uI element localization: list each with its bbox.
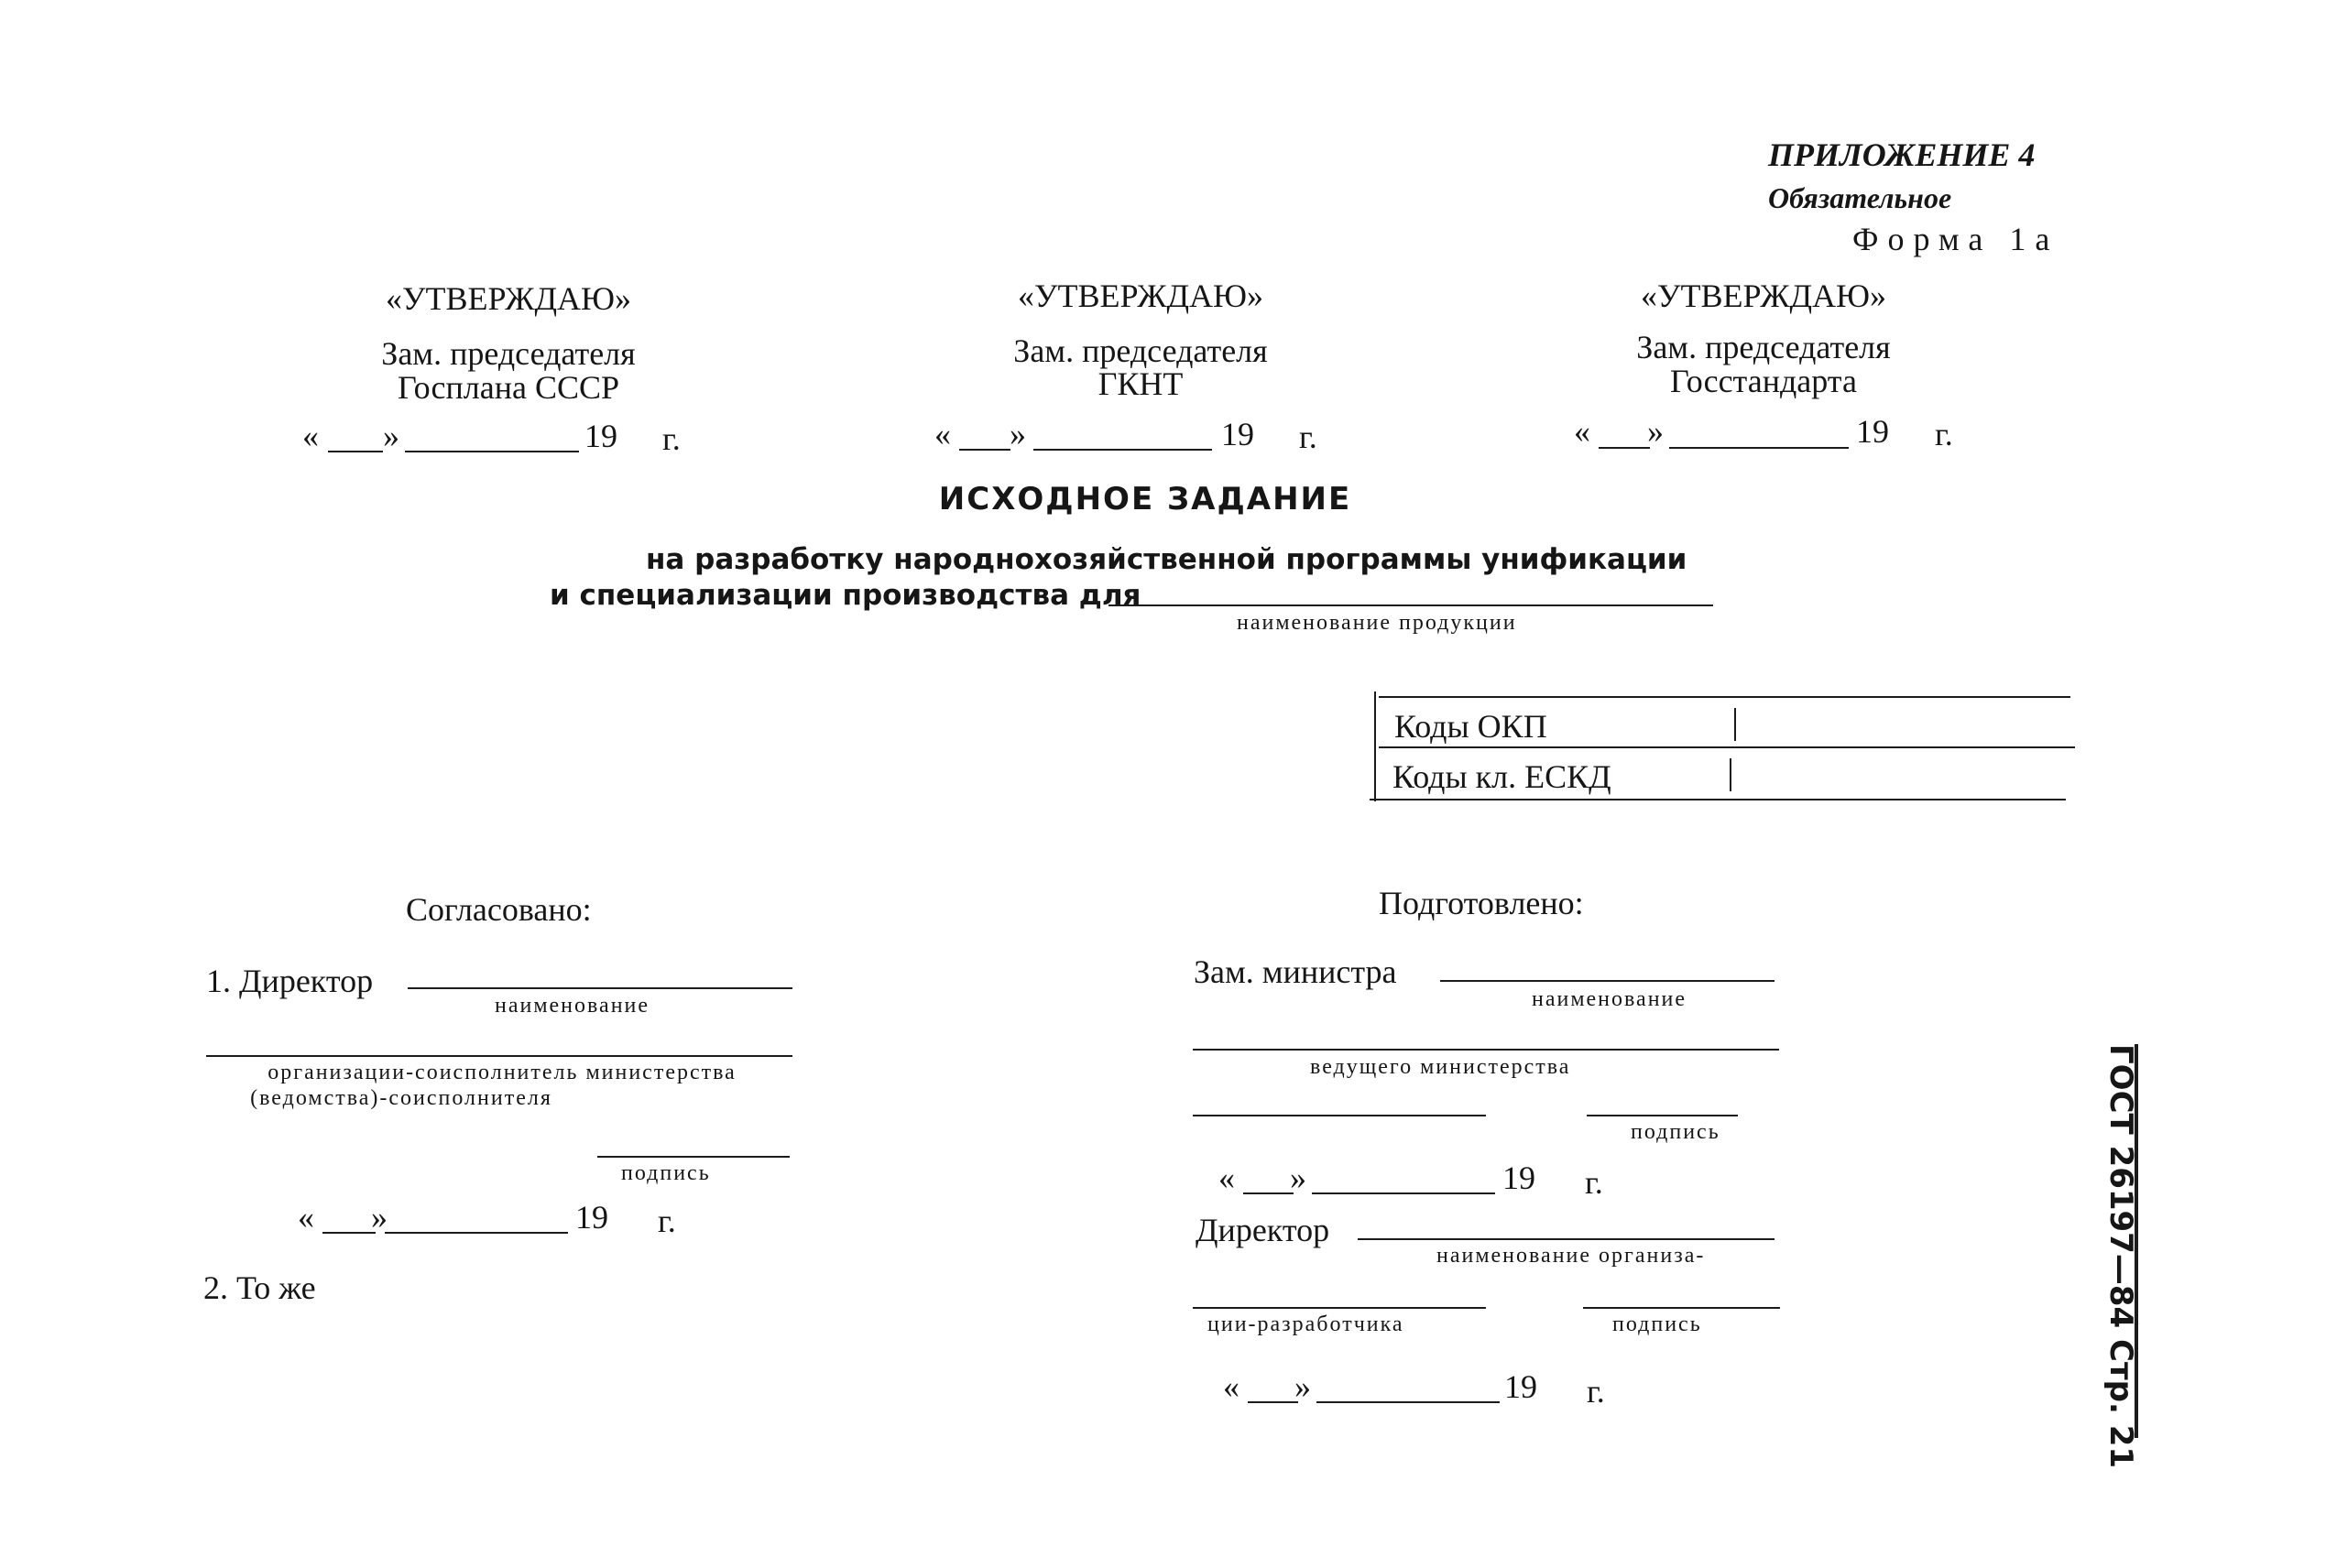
month-blank (1033, 449, 1212, 451)
year-prefix: 19 (575, 1199, 608, 1236)
year-suffix: г. (658, 1203, 676, 1239)
day-blank (1599, 447, 1650, 449)
year-prefix: 19 (584, 418, 617, 454)
date-open-quote: « (1223, 1368, 1239, 1405)
developer-org-blank (1358, 1238, 1775, 1240)
month-blank (1312, 1192, 1495, 1194)
year-suffix: г. (1587, 1373, 1605, 1410)
date-open-quote: « (1218, 1160, 1235, 1196)
approve-label: «УТВЕРЖДАЮ» (385, 280, 632, 317)
date-open-quote: « (302, 418, 319, 454)
year-suffix: г. (1585, 1164, 1603, 1201)
day-blank (959, 449, 1010, 451)
director-label: Директор (1196, 1212, 1330, 1248)
approver-role: Зам. председателя (1636, 329, 1891, 365)
table-column-divider (1734, 708, 1736, 741)
date-close-quote: » (371, 1199, 388, 1236)
table-left-border (1374, 691, 1376, 801)
date-open-quote: « (934, 416, 951, 452)
director-signature-caption: подпись (1612, 1312, 1702, 1336)
year-prefix: 19 (1504, 1368, 1537, 1405)
approver-org: Госплана СССР (397, 369, 620, 406)
table-top-border (1379, 696, 2070, 698)
director-name-blank (408, 987, 792, 989)
approver-org: Госстандарта (1670, 363, 1857, 399)
product-name-blank (1108, 604, 1713, 606)
deputy-extra-blank (1193, 1115, 1486, 1116)
approver-role: Зам. председателя (1013, 332, 1268, 369)
date-close-quote: » (1290, 1160, 1306, 1196)
developer-org-caption-a: наименование организа- (1436, 1244, 1706, 1268)
month-blank (1316, 1401, 1500, 1403)
day-blank (1248, 1401, 1298, 1403)
org-name-caption: наименование (495, 994, 650, 1018)
signature-blank (597, 1156, 790, 1158)
appendix-title: ПРИЛОЖЕНИЕ 4 (1768, 136, 2036, 173)
day-blank (1243, 1192, 1294, 1194)
agreed-heading: Согласовано: (406, 891, 592, 928)
year-suffix: г. (662, 420, 681, 457)
date-close-quote: » (1010, 416, 1026, 452)
month-blank (1669, 447, 1849, 449)
form-number: Форма 1а (1852, 221, 2059, 257)
org-caption-line2: (ведомства)-соисполнителя (250, 1086, 552, 1110)
date-open-quote: « (298, 1199, 314, 1236)
approve-label: «УТВЕРЖДАЮ» (1640, 278, 1887, 314)
table-row-divider (1379, 746, 2075, 748)
prepared-heading: Подготовлено: (1379, 885, 1584, 921)
side-rule (2135, 1044, 2138, 1438)
deputy-name-blank (1440, 980, 1775, 982)
document-subtitle-line2: и специализации производства для (550, 579, 1141, 612)
director-signature-blank (1583, 1307, 1780, 1309)
org-caption-line1: организации-соисполнитель министерства (268, 1061, 737, 1084)
table-bottom-border (1370, 799, 2066, 800)
year-suffix: г. (1935, 416, 1953, 452)
month-blank (385, 1232, 568, 1234)
ministry-name-blank (1193, 1049, 1779, 1051)
date-close-quote: » (383, 418, 399, 454)
eskd-codes-label: Коды кл. ЕСКД (1392, 758, 1611, 795)
agreed-item-director: 1. Директор (206, 963, 374, 999)
day-blank (328, 451, 383, 452)
date-close-quote: » (1294, 1368, 1311, 1405)
document-subtitle-line1: на разработку народнохозяйственной программы унификации (646, 543, 1687, 576)
deputy-signature-blank (1587, 1115, 1738, 1116)
developer-org-caption-b: ции-разработчика (1207, 1312, 1404, 1336)
approver-org: ГКНТ (1097, 365, 1184, 402)
approve-label: «УТВЕРЖДАЮ» (1017, 278, 1264, 314)
ministry-name-caption: наименование (1532, 987, 1687, 1011)
date-close-quote: » (1647, 413, 1664, 450)
approver-role: Зам. председателя (381, 335, 636, 372)
day-blank (322, 1232, 376, 1234)
year-prefix: 19 (1856, 413, 1889, 450)
deputy-minister-label: Зам. министра (1194, 953, 1397, 990)
appendix-status: Обязательное (1768, 181, 1952, 214)
date-open-quote: « (1574, 413, 1590, 450)
document-heading: ИСХОДНОЕ ЗАДАНИЕ (938, 481, 1352, 517)
deputy-signature-caption: подпись (1631, 1120, 1720, 1144)
year-prefix: 19 (1502, 1160, 1535, 1196)
side-standard-label: ГОСТ 26197—84 Стр. 21 (2102, 1044, 2139, 1469)
year-suffix: г. (1299, 419, 1317, 455)
ministry-caption: ведущего министерства (1310, 1055, 1571, 1079)
month-blank (405, 451, 579, 452)
year-prefix: 19 (1221, 416, 1254, 452)
table-column-divider (1730, 758, 1731, 791)
okp-codes-label: Коды ОКП (1394, 708, 1547, 745)
org-name-blank (206, 1055, 792, 1057)
developer-org-blank-2 (1193, 1307, 1486, 1309)
signature-caption: подпись (621, 1161, 711, 1185)
agreed-item-same: 2. То же (203, 1269, 316, 1306)
product-name-caption: наименование продукции (1237, 611, 1517, 635)
